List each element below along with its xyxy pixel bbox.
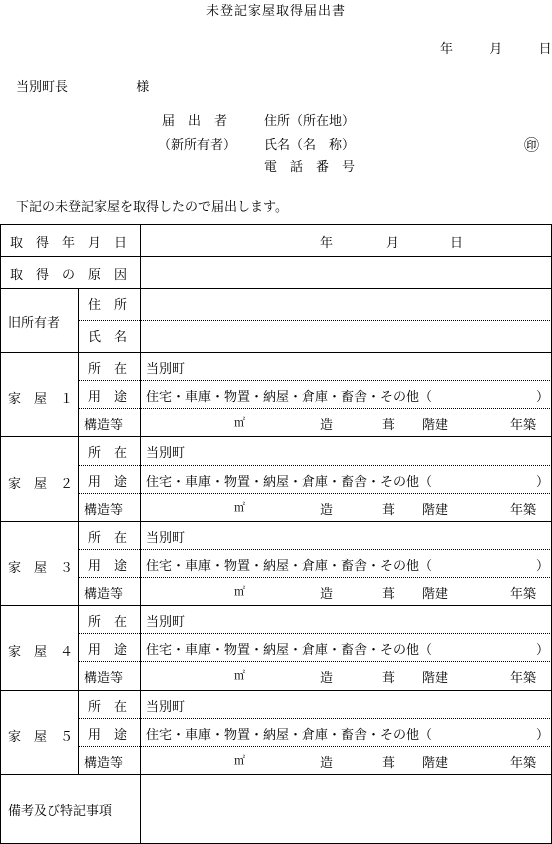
notice-text: 下記の未登記家屋を取得したので届出します。	[16, 200, 288, 215]
acquire-date-label: 取 得 年 月 日	[10, 236, 128, 251]
addressee-honorific: 様	[136, 80, 150, 95]
row-line	[0, 256, 552, 257]
location-value: 当別町	[146, 362, 186, 377]
location-label: 所 在	[88, 530, 128, 546]
structure-area-unit: ㎡	[234, 585, 245, 599]
location-value: 当別町	[146, 615, 186, 631]
row-line-dotted	[78, 380, 552, 381]
row-line	[0, 352, 552, 353]
row-line	[0, 288, 552, 289]
location-value: 当別町	[146, 699, 186, 715]
submission-date	[440, 38, 552, 57]
use-label: 用 途	[88, 558, 128, 574]
structure-construct-unit: 造	[320, 587, 334, 603]
structure-year-unit: 年築	[510, 755, 537, 771]
col-divider-main	[140, 774, 141, 844]
structure-floors-unit: 階建	[422, 418, 449, 434]
table-border-top	[0, 224, 552, 225]
structure-label: 構造等	[84, 671, 124, 687]
use-value: 住宅・車庫・物置・納屋・倉庫・畜舎・その他（	[146, 643, 433, 659]
table-border-left	[0, 224, 1, 844]
structure-roof-unit: 葺	[382, 755, 396, 771]
structure-roof-unit: 葺	[382, 502, 396, 518]
use-close: ）	[536, 390, 550, 406]
row-line-dotted	[78, 746, 552, 747]
acquire-date-year: 年	[320, 236, 334, 251]
row-line-dotted	[78, 320, 552, 321]
remarks-label: 備考及び特記事項	[8, 804, 113, 819]
use-label: 用 途	[88, 474, 128, 490]
structure-year-unit: 年築	[510, 418, 537, 434]
structure-year-unit: 年築	[510, 587, 537, 603]
structure-construct-unit: 造	[320, 755, 334, 771]
row-line-dotted	[78, 633, 552, 634]
structure-floors-unit: 階建	[422, 502, 449, 518]
structure-roof-unit: 葺	[382, 418, 396, 434]
row-line-dotted	[78, 493, 552, 494]
structure-roof-unit: 葺	[382, 587, 396, 603]
row-line-dotted	[78, 549, 552, 550]
structure-floors-unit: 階建	[422, 671, 449, 687]
house-label: 家 屋 ５	[8, 729, 74, 745]
structure-label: 構造等	[84, 755, 124, 771]
col-divider-main	[140, 436, 141, 520]
notifier-sub-label: （新所有者）	[158, 138, 237, 153]
notifier-label: 届 出 者	[162, 114, 228, 129]
col-divider-main	[140, 605, 141, 689]
addressee	[16, 76, 149, 95]
use-close: ）	[536, 643, 550, 659]
row-line-dotted	[78, 661, 552, 662]
use-label: 用 途	[88, 727, 128, 743]
row-line	[0, 436, 552, 437]
use-value: 住宅・車庫・物置・納屋・倉庫・畜舎・その他（	[146, 474, 433, 490]
row-line-dotted	[78, 465, 552, 466]
house-label: 家 屋 ２	[8, 476, 74, 492]
use-value: 住宅・車庫・物置・納屋・倉庫・畜舎・その他（	[146, 390, 433, 406]
use-close: ）	[536, 727, 550, 743]
col-divider-main	[140, 521, 141, 605]
date-day-label: 日	[538, 42, 552, 57]
col-divider-main	[140, 352, 141, 436]
prev-owner-name-label: 氏 名	[88, 330, 128, 345]
notifier-phone-label: 電 話 番 号	[264, 160, 356, 175]
date-month-label: 月	[489, 42, 503, 57]
use-close: ）	[536, 558, 550, 574]
structure-floors-unit: 階建	[422, 587, 449, 603]
house-label: 家 屋 ３	[8, 560, 74, 576]
col-divider-sub	[78, 436, 79, 520]
structure-area-unit: ㎡	[234, 416, 245, 430]
addressee-name: 当別町長	[16, 80, 69, 95]
row-line	[0, 774, 552, 775]
house-label: 家 屋 １	[8, 392, 74, 408]
location-label: 所 在	[88, 446, 128, 462]
row-line	[0, 521, 552, 522]
structure-construct-unit: 造	[320, 671, 334, 687]
use-label: 用 途	[88, 390, 128, 406]
row-line-dotted	[78, 577, 552, 578]
date-year-label: 年	[440, 42, 454, 57]
structure-construct-unit: 造	[320, 502, 334, 518]
structure-label: 構造等	[84, 418, 124, 434]
structure-area-unit: ㎡	[234, 753, 245, 767]
col-divider-sub	[78, 605, 79, 689]
house-label: 家 屋 ４	[8, 645, 74, 661]
notifier-name-label: 氏名（名 称）	[264, 138, 356, 153]
document-title: 未登記家屋取得届出書	[205, 4, 346, 19]
structure-label: 構造等	[84, 502, 124, 518]
prev-owner-label: 旧所有者	[8, 316, 61, 331]
col-divider-sub	[78, 690, 79, 774]
col-divider-sub	[78, 352, 79, 436]
structure-roof-unit: 葺	[382, 671, 396, 687]
structure-floors-unit: 階建	[422, 755, 449, 771]
row-line	[0, 690, 552, 691]
location-label: 所 在	[88, 699, 128, 715]
row-line-dotted	[78, 718, 552, 719]
row-line	[0, 605, 552, 606]
notifier-address-label: 住所（所在地）	[264, 114, 356, 129]
structure-year-unit: 年築	[510, 502, 537, 518]
acquire-date-month: 月	[386, 236, 400, 251]
structure-year-unit: 年築	[510, 671, 537, 687]
structure-construct-unit: 造	[320, 418, 334, 434]
use-close: ）	[536, 474, 550, 490]
acquire-date-day: 日	[450, 236, 464, 251]
location-label: 所 在	[88, 362, 128, 377]
acquire-reason-label: 取 得 の 原 因	[10, 268, 128, 283]
form-table	[0, 224, 552, 844]
location-value: 当別町	[146, 446, 186, 462]
structure-area-unit: ㎡	[234, 500, 245, 514]
col-divider-main	[140, 690, 141, 774]
structure-label: 構造等	[84, 587, 124, 603]
prev-owner-address-label: 住 所	[88, 298, 128, 313]
row-line-dotted	[78, 408, 552, 409]
structure-area-unit: ㎡	[234, 669, 245, 683]
use-label: 用 途	[88, 643, 128, 659]
seal-mark: ㊞	[524, 136, 540, 154]
col-divider-sub	[78, 521, 79, 605]
location-label: 所 在	[88, 615, 128, 631]
use-value: 住宅・車庫・物置・納屋・倉庫・畜舎・その他（	[146, 558, 433, 574]
use-value: 住宅・車庫・物置・納屋・倉庫・畜舎・その他（	[146, 727, 433, 743]
location-value: 当別町	[146, 530, 186, 546]
